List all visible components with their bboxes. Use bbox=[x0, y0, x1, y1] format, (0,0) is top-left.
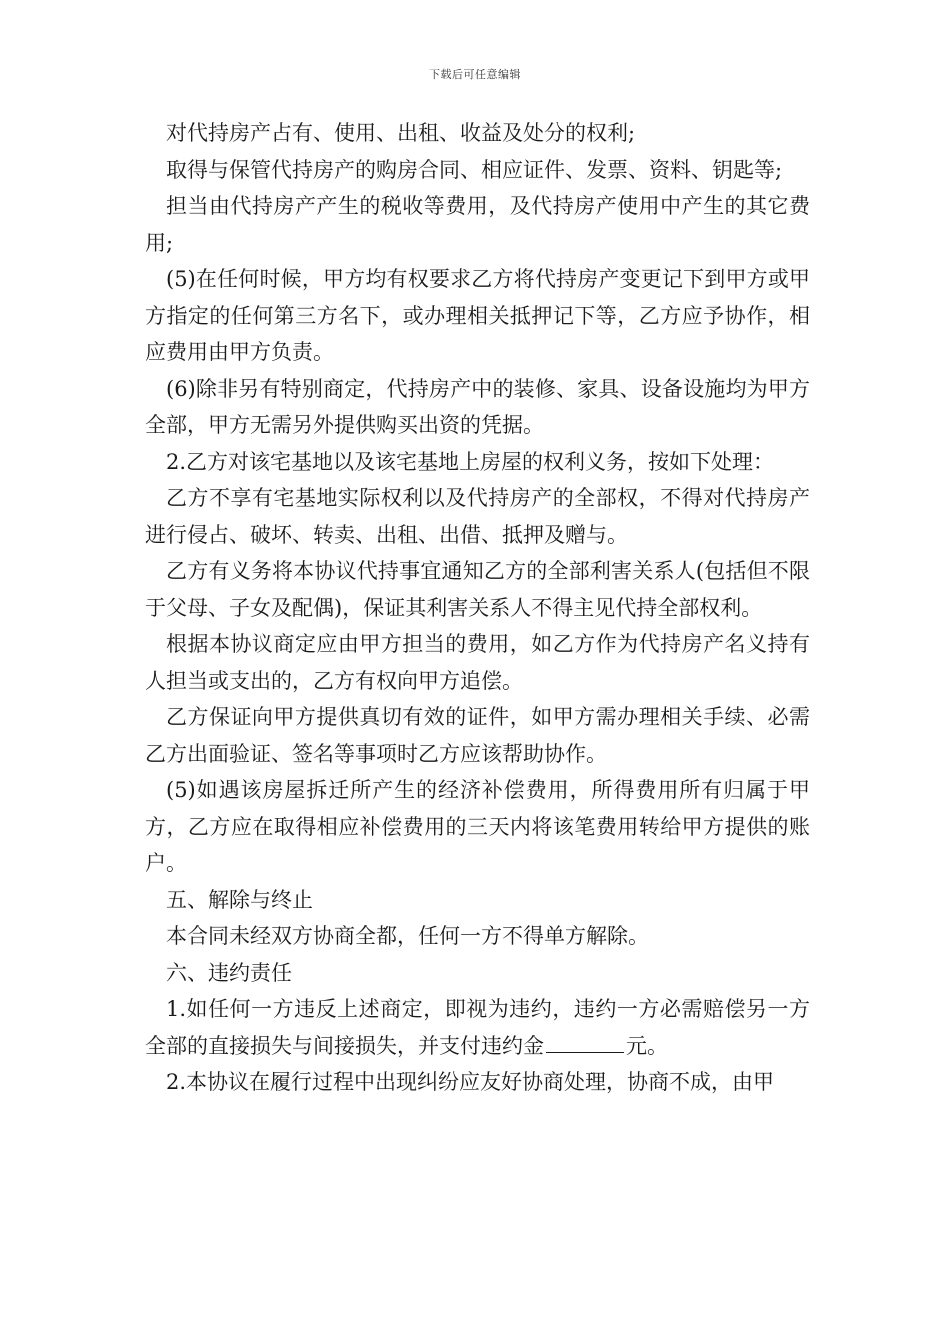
penalty-amount-blank bbox=[546, 1051, 624, 1053]
paragraph-clause-6-furnishings: (6)除非另有特别商定，代持房产中的装修、家具、设备设施均为甲方全部，甲方无需另外提供购买出资的凭据。 bbox=[145, 376, 810, 437]
paragraph-clause-5-transfer: (5)在任何时候，甲方均有权要求乙方将代持房产变更记下到甲方或甲方指定的任何第三方名下，或办理相关抵押记下等，乙方应予协作，相应费用由甲方负责。 bbox=[145, 267, 810, 364]
clause-1-text: 1.如任何一方违反上述商定，即视为违约，违约一方必需赔偿另一方全部的直接损失与间接损失，并支付违约金 bbox=[145, 997, 810, 1058]
paragraph-valid-documents: 乙方保证向甲方提供真切有效的证件，如甲方需办理相关手续、必需乙方出面验证、签名等事项时乙方应该帮助协作。 bbox=[145, 705, 810, 766]
document-body bbox=[145, 115, 810, 1101]
paragraph-notify-parties: 乙方有义务将本协议代持事宜通知乙方的全部利害关系人(包括但不限于父母、子女及配偶)，保证其利害关系人不得主见代持全部权利。 bbox=[145, 559, 810, 620]
section-heading-liability: 六、违约责任 bbox=[166, 960, 292, 985]
paragraph-documents-keys: 取得与保管代持房产的购房合同、相应证件、发票、资料、钥匙等; bbox=[166, 157, 783, 182]
section-heading-termination: 五、解除与终止 bbox=[166, 887, 313, 912]
paragraph-occupancy-rights: 对代持房产占有、使用、出租、收益及处分的权利; bbox=[166, 121, 636, 145]
clause-1-unit: 元。 bbox=[626, 1033, 668, 1058]
paragraph-reimbursement: 根据本协议商定应由甲方担当的费用，如乙方作为代持房产名义持有人担当或支出的，乙方有权向甲方追偿。 bbox=[145, 632, 810, 693]
paragraph-no-ownership: 乙方不享有宅基地实际权利以及代持房产的全部权，不得对代持房产进行侵占、破坏、转卖、出租、出借、抵押及赠与。 bbox=[145, 486, 810, 547]
paragraph-clause-1-breach bbox=[145, 991, 810, 1064]
paragraph-demolition-compensation: (5)如遇该房屋拆迁所产生的经济补偿费用，所得费用所有归属于甲方，乙方应在取得相应补偿费用的三天内将该笔费用转给甲方提供的账户。 bbox=[145, 778, 810, 875]
paragraph-clause-2-dispute: 2.本协议在履行过程中出现纠纷应友好协商处理，协商不成，由甲 bbox=[166, 1070, 775, 1094]
paragraph-no-unilateral-termination: 本合同未经双方协商全都，任何一方不得单方解除。 bbox=[166, 924, 649, 948]
paragraph-section-2-heading: 2.乙方对该宅基地以及该宅基地上房屋的权利义务，按如下处理： bbox=[166, 449, 775, 474]
page-header: 下载后可任意编辑 bbox=[429, 68, 521, 81]
paragraph-taxes-fees: 担当由代持房产产生的税收等费用，及代持房产使用中产生的其它费用; bbox=[145, 194, 810, 255]
